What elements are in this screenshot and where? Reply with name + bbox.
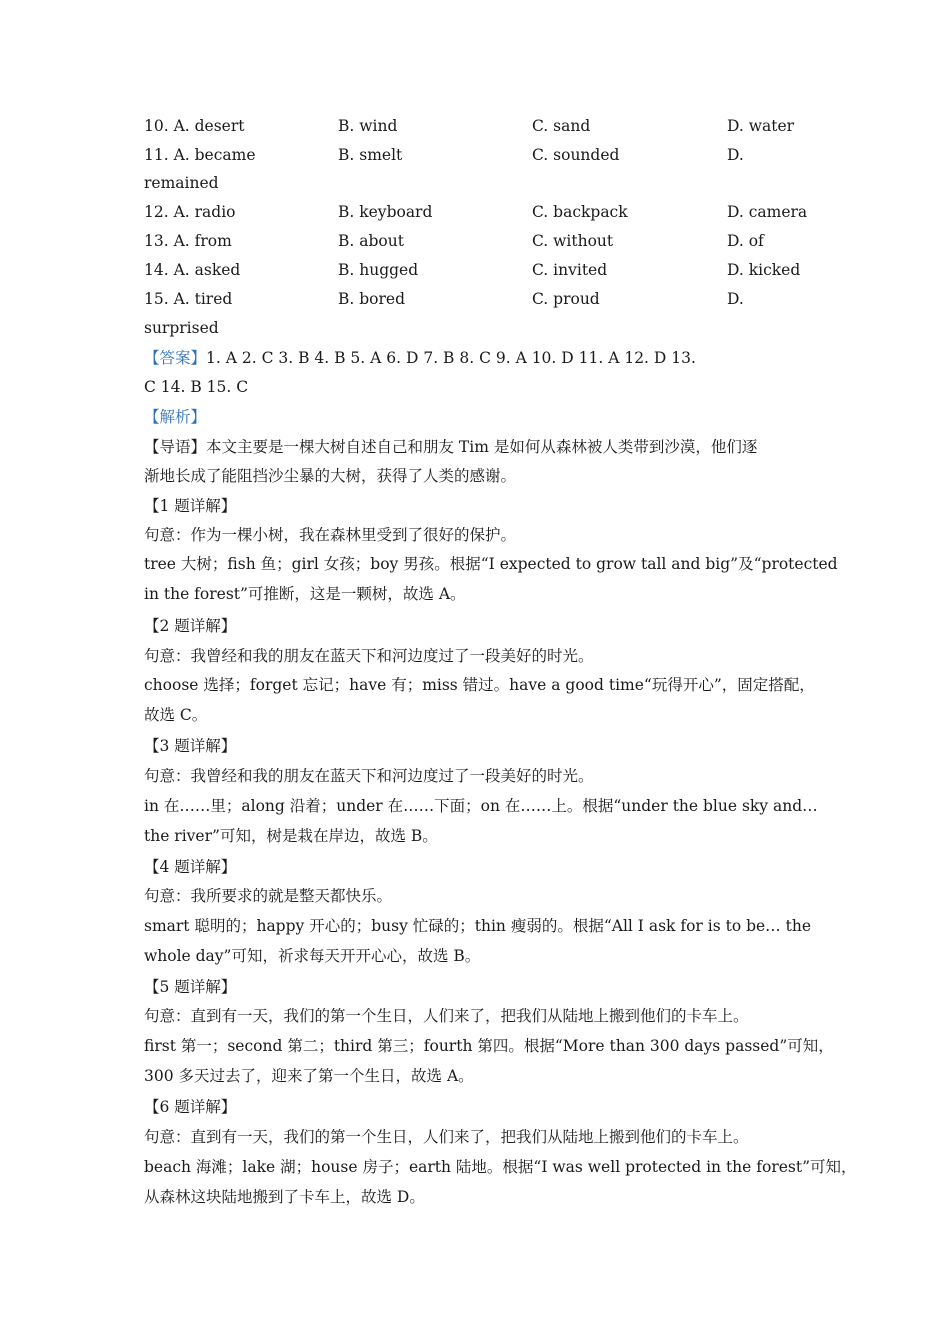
option-10-d: D. water bbox=[727, 117, 795, 135]
option-14-b: B. hugged bbox=[338, 261, 419, 279]
option-10-b: B. wind bbox=[338, 117, 398, 135]
detail-6-line: beach 海滩；lake 湖；house 房子；earth 陆地。根据“I was well protected in the forest”可知， bbox=[144, 1158, 857, 1176]
detail-5-line: first 第一；second 第二；third 第三；fourth 第四。根据“More than 300 days passed”可知， bbox=[144, 1037, 834, 1055]
detail-4-line: whole day”可知，祈求每天开开心心，故选 B。 bbox=[144, 947, 481, 965]
option-13-c: C. without bbox=[532, 232, 614, 250]
intro-line-1: 【导语】本文主要是一棵大树自述自己和朋友 Tim 是如何从森林被人类带到沙漠，他们逐 bbox=[144, 438, 758, 456]
detail-3-line: 句意：我曾经和我的朋友在蓝天下和河边度过了一段美好的时光。 bbox=[144, 767, 594, 785]
detail-4-heading: 【4 题详解】 bbox=[144, 858, 237, 876]
option-12-c: C. backpack bbox=[532, 203, 628, 221]
option-11-d: D. bbox=[727, 146, 744, 164]
answer-label: 【答案】 bbox=[144, 349, 207, 367]
option-15-a: 15. A. tired bbox=[144, 290, 233, 308]
option-11-b: B. smelt bbox=[338, 146, 403, 164]
detail-1-heading: 【1 题详解】 bbox=[144, 497, 237, 515]
analysis-label: 【解析】 bbox=[144, 408, 207, 426]
option-13-b: B. about bbox=[338, 232, 404, 250]
option-12-d: D. camera bbox=[727, 203, 808, 221]
detail-2-line: 句意：我曾经和我的朋友在蓝天下和河边度过了一段美好的时光。 bbox=[144, 647, 594, 665]
option-11-c: C. sounded bbox=[532, 146, 620, 164]
option-11-d-wrap: remained bbox=[144, 174, 219, 192]
detail-5-line: 句意：直到有一天，我们的第一个生日，人们来了，把我们从陆地上搬到他们的卡车上。 bbox=[144, 1007, 749, 1025]
option-13-a: 13. A. from bbox=[144, 232, 232, 250]
option-14-c: C. invited bbox=[532, 261, 608, 279]
option-14-a: 14. A. asked bbox=[144, 261, 241, 279]
detail-2-line: choose 选择；forget 忘记；have 有；miss 错过。have a good time“玩得开心”，固定搭配， bbox=[144, 676, 815, 694]
answer-values-1: 1. A 2. C 3. B 4. B 5. A 6. D 7. B 8. C 9. A 10. D 11. A 12. D 13. bbox=[206, 349, 696, 367]
detail-3-heading: 【3 题详解】 bbox=[144, 737, 237, 755]
option-14-d: D. kicked bbox=[727, 261, 801, 279]
answer-line-1 bbox=[144, 348, 696, 368]
detail-5-heading: 【5 题详解】 bbox=[144, 978, 237, 996]
option-12-b: B. keyboard bbox=[338, 203, 433, 221]
intro-line-2: 渐地长成了能阻挡沙尘暴的大树，获得了人类的感谢。 bbox=[144, 467, 517, 485]
detail-6-heading: 【6 题详解】 bbox=[144, 1098, 237, 1116]
detail-1-line: 句意：作为一棵小树，我在森林里受到了很好的保护。 bbox=[144, 526, 517, 544]
detail-2-heading: 【2 题详解】 bbox=[144, 617, 237, 635]
detail-1-line: tree 大树；fish 鱼；girl 女孩；boy 男孩。根据“I expected to grow tall and big”及“protected bbox=[144, 555, 838, 573]
option-13-d: D. of bbox=[727, 232, 764, 250]
answer-line-2: C 14. B 15. C bbox=[144, 378, 249, 396]
detail-6-line: 句意：直到有一天，我们的第一个生日，人们来了，把我们从陆地上搬到他们的卡车上。 bbox=[144, 1128, 749, 1146]
option-12-a: 12. A. radio bbox=[144, 203, 236, 221]
option-11-a: 11. A. became bbox=[144, 146, 256, 164]
detail-3-line: the river”可知，树是栽在岸边，故选 B。 bbox=[144, 827, 438, 845]
option-15-c: C. proud bbox=[532, 290, 600, 308]
detail-2-line: 故选 C。 bbox=[144, 706, 208, 724]
detail-5-line: 300 多天过去了，迎来了第一个生日，故选 A。 bbox=[144, 1067, 474, 1085]
option-15-d: D. bbox=[727, 290, 744, 308]
detail-3-line: in 在……里；along 沿着；under 在……下面；on 在……上。根据“under the blue sky and… bbox=[144, 797, 818, 815]
detail-6-line: 从森林这块陆地搬到了卡车上，故选 D。 bbox=[144, 1188, 425, 1206]
option-10-c: C. sand bbox=[532, 117, 591, 135]
detail-4-line: 句意：我所要求的就是整天都快乐。 bbox=[144, 887, 393, 905]
detail-1-line: in the forest”可推断，这是一颗树，故选 A。 bbox=[144, 585, 466, 603]
detail-4-line: smart 聪明的；happy 开心的；busy 忙碌的；thin 瘦弱的。根据“All I ask for is to be… the bbox=[144, 917, 811, 935]
option-15-b: B. bored bbox=[338, 290, 406, 308]
option-10-a: 10. A. desert bbox=[144, 117, 245, 135]
option-15-d-wrap: surprised bbox=[144, 319, 219, 337]
